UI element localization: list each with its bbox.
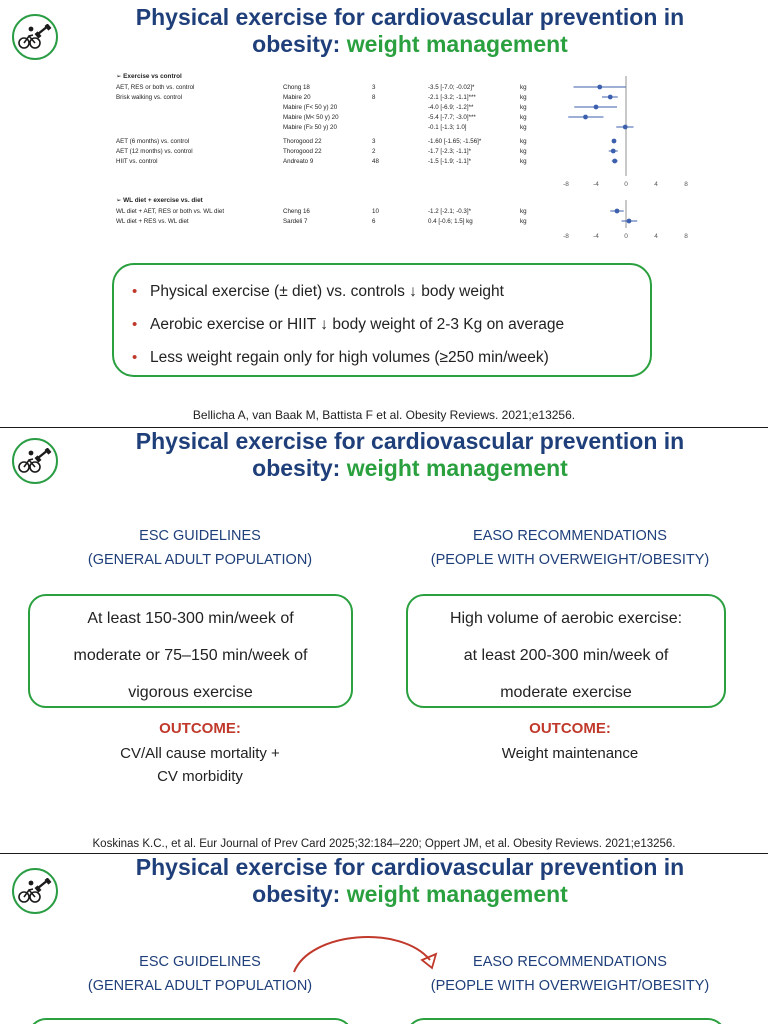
forest-cell-estimate: -1.2 [-2.1; -0.3]* — [428, 208, 471, 215]
forest-cell-unit: kg — [520, 138, 527, 145]
forest-plot — [556, 68, 696, 248]
point-estimate — [583, 115, 588, 120]
title-line-1: Physical exercise for cardiovascular prevention in — [135, 4, 685, 30]
key-point: • Aerobic exercise or HIIT ↓ body weight of 2-3 Kg on average — [128, 308, 636, 341]
logo-icon — [12, 14, 58, 60]
point-estimate — [623, 125, 628, 130]
axis-tick-label: -4 — [593, 181, 599, 188]
title-accent: weight management — [346, 455, 568, 481]
logo-icon — [12, 868, 58, 914]
forest-cell-unit: kg — [520, 124, 527, 131]
forest-cell-comparison: WL diet + RES vs. WL diet — [116, 218, 189, 225]
forest-cell-unit: kg — [520, 218, 527, 225]
forest-cell-study: Mabire (M< 50 y) 20 — [283, 114, 339, 121]
esc-guidelines-heading: ESC GUIDELINES (GENERAL ADULT POPULATION) — [87, 954, 313, 994]
point-estimate — [611, 149, 616, 154]
cyclist-and-dumbbell-icon — [18, 24, 52, 50]
forest-cell-unit: kg — [520, 94, 527, 101]
axis-tick-label: -4 — [593, 233, 599, 240]
forest-cell-estimate: 0.4 [-0.6; 1.5] kg — [428, 218, 473, 225]
arrowhead-bullet-icon: ➢ — [116, 73, 124, 80]
title-line-2: obesity: weight management — [252, 31, 568, 57]
slide-title — [60, 4, 760, 58]
forest-cell-study: Andreato 9 — [283, 158, 314, 165]
forest-cell-study: Thorogood 22 — [283, 138, 322, 145]
title-line-2: obesity: weight management — [252, 455, 568, 481]
point-estimate — [608, 95, 613, 100]
easo-recommendations-heading: EASO RECOMMENDATIONS (PEOPLE WITH OVERWEIGHT/OBESITY) — [430, 954, 710, 994]
forest-cell-study: Cheng 16 — [283, 208, 310, 215]
forest-cell-estimate: -4.0 [-6.9; -1.2]** — [428, 104, 474, 111]
forest-cell-n: 48 — [372, 158, 379, 165]
forest-cell-n: 3 — [372, 138, 376, 145]
point-estimate — [594, 105, 599, 110]
key-point: • Physical exercise (± diet) vs. controls ↓ body weight — [128, 275, 636, 308]
esc-guidelines-heading: ESC GUIDELINES (GENERAL ADULT POPULATION) — [87, 528, 313, 568]
axis-tick-label: 8 — [684, 233, 688, 240]
forest-cell-comparison: HIIT vs. control — [116, 158, 158, 165]
axis-tick-label: 8 — [684, 181, 688, 188]
forest-cell-n: 2 — [372, 148, 376, 155]
key-points-box — [112, 263, 652, 377]
point-estimate — [627, 219, 632, 224]
slide-1 — [0, 0, 768, 428]
citation: Bellicha A, van Baak M, Battista F et al. Obesity Reviews. 2021;e13256. — [192, 408, 576, 422]
forest-cell-n: 10 — [372, 208, 379, 215]
easo-recommendations-heading: EASO RECOMMENDATIONS (PEOPLE WITH OVERWEIGHT/OBESITY) — [430, 528, 710, 568]
forest-cell-study: Mabire 20 — [283, 94, 311, 101]
forest-cell-comparison: AET (12 months) vs. control — [116, 148, 193, 155]
forest-cell-estimate: -2.1 [-3.2; -1.1]*** — [428, 94, 476, 101]
point-estimate — [612, 139, 617, 144]
esc-outcome-value: CV/All cause mortality + CV morbidity — [120, 745, 280, 785]
axis-tick-label: 4 — [654, 181, 658, 188]
forest-cell-estimate: -5.4 [-7.7; -3.0]*** — [428, 114, 476, 121]
slide-title — [60, 428, 760, 482]
slide-2 — [0, 428, 768, 854]
arrowhead-bullet-icon: ➢ — [116, 197, 124, 204]
title-line-1: Physical exercise for cardiovascular prevention in — [135, 428, 685, 454]
easo-recommendation-box — [406, 1018, 726, 1024]
axis-tick-label: 4 — [654, 233, 658, 240]
forest-cell-comparison: WL diet + AET, RES or both vs. WL diet — [116, 208, 225, 215]
forest-cell-study: Chong 18 — [283, 84, 310, 91]
logo-icon — [12, 438, 58, 484]
forest-cell-estimate: -0.1 [-1.3; 1.0] — [428, 124, 467, 131]
forest-cell-unit: kg — [520, 114, 527, 121]
forest-cell-unit: kg — [520, 104, 527, 111]
section-heading-exercise-vs-control: ➢ Exercise vs control — [116, 73, 182, 80]
forest-cell-estimate: -3.5 [-7.0; -0.02]* — [428, 84, 475, 91]
esc-recommendation-box: At least 150-300 min/week of moderate or 75–150 min/week of vigorous exercise — [28, 594, 353, 708]
forest-cell-unit: kg — [520, 148, 527, 155]
easo-recommendation-box: High volume of aerobic exercise: at least 200-300 min/week of moderate exercise — [406, 594, 726, 708]
axis-tick-label: -8 — [563, 181, 569, 188]
axis-tick-label: 0 — [624, 233, 628, 240]
forest-cell-n: 8 — [372, 94, 376, 101]
forest-cell-study: Sardeli 7 — [283, 218, 308, 225]
axis-tick-label: -8 — [563, 233, 569, 240]
forest-cell-estimate: -1.60 [-1.65; -1.56]* — [428, 138, 482, 145]
cyclist-and-dumbbell-icon — [18, 448, 52, 474]
forest-cell-study: Mabire (F≥ 50 y) 20 — [283, 124, 337, 131]
key-points-list — [128, 275, 636, 374]
section-heading-wl-diet: ➢ WL diet + exercise vs. diet — [116, 197, 203, 204]
esc-recommendation-box — [28, 1018, 353, 1024]
title-line-1: Physical exercise for cardiovascular prevention in — [135, 854, 685, 880]
easo-outcome-label: OUTCOME: — [529, 720, 611, 737]
forest-cell-study: Thorogood 22 — [283, 148, 322, 155]
forest-cell-comparison: AET (6 months) vs. control — [116, 138, 190, 145]
forest-cell-estimate: -1.7 [-2.3; -1.1]* — [428, 148, 471, 155]
axis-tick-label: 0 — [624, 181, 628, 188]
forest-cell-comparison: AET, RES or both vs. control — [116, 84, 195, 91]
slide-3 — [0, 854, 768, 1024]
forest-cell-n: 3 — [372, 84, 376, 91]
forest-cell-n: 6 — [372, 218, 376, 225]
slide-title — [60, 854, 760, 908]
forest-cell-unit: kg — [520, 208, 527, 215]
forest-cell-unit: kg — [520, 158, 527, 165]
title-line-2: obesity: weight management — [252, 881, 568, 907]
title-accent: weight management — [346, 881, 568, 907]
forest-cell-comparison: Brisk walking vs. control — [116, 94, 183, 101]
citation: Koskinas K.C., et al. Eur Journal of Prev Card 2025;32:184–220; Oppert JM, et al. Obesity Reviews. 2021;e13256. — [92, 838, 676, 850]
easo-outcome-value: Weight maintenance — [501, 745, 639, 762]
forest-cell-estimate: -1.5 [-1.9; -1.1]* — [428, 158, 471, 165]
cyclist-and-dumbbell-icon — [18, 878, 52, 904]
point-estimate — [615, 209, 620, 214]
point-estimate — [597, 85, 602, 90]
esc-outcome-label: OUTCOME: — [159, 720, 241, 737]
forest-cell-unit: kg — [520, 84, 527, 91]
title-accent: weight management — [346, 31, 568, 57]
point-estimate — [612, 159, 617, 164]
forest-cell-study: Mabire (F< 50 y) 20 — [283, 104, 338, 111]
key-point: • Less weight regain only for high volumes (≥250 min/week) — [128, 341, 636, 374]
